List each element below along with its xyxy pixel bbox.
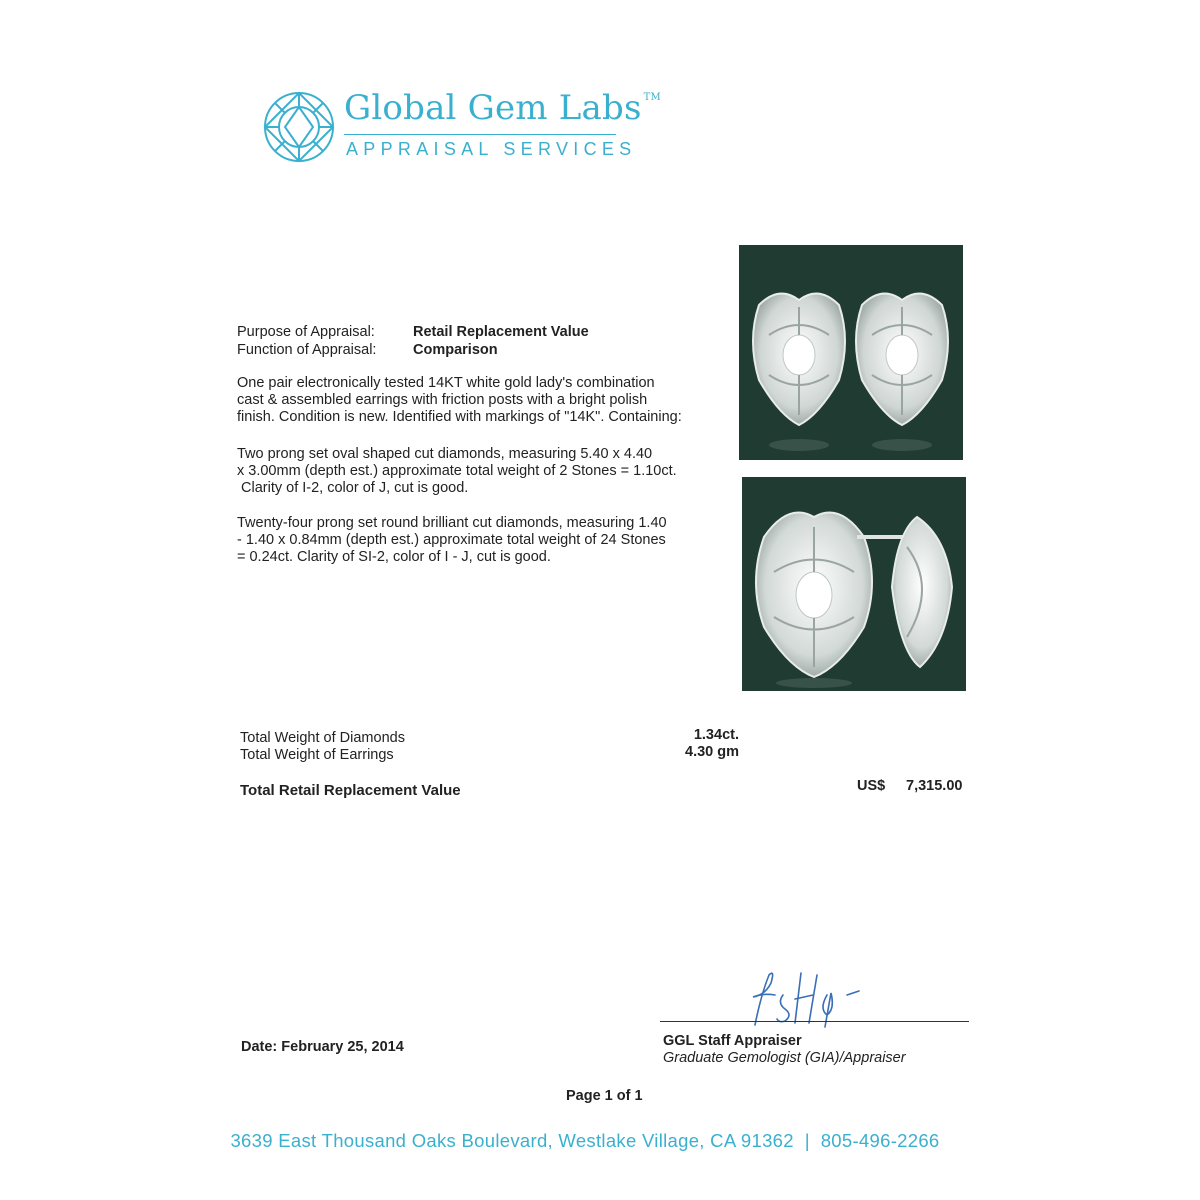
center-stones-description	[237, 446, 727, 497]
total-earrings-label: Total Weight of Earrings	[240, 747, 394, 763]
appraiser-signature	[735, 965, 875, 1029]
retail-value-label: Total Retail Replacement Value	[240, 782, 461, 799]
item-description	[237, 375, 727, 426]
brand-name-text: Global Gem Labs	[344, 88, 642, 128]
page-number: Page 1 of 1	[566, 1088, 643, 1104]
item-line: cast & assembled earrings with friction posts with a bright polish	[237, 392, 648, 408]
total-diamonds-label: Total Weight of Diamonds	[240, 730, 405, 746]
purpose-row	[237, 324, 589, 341]
function-label: Function of Appraisal:	[237, 342, 377, 358]
total-earrings-value: 4.30 gm	[685, 744, 739, 760]
item-line: finish. Condition is new. Identified with markings of "14K". Containing:	[237, 409, 682, 425]
accent-stones-line: = 0.24ct. Clarity of SI-2, color of I - J, cut is good.	[237, 549, 551, 565]
signature-line	[660, 1021, 969, 1022]
earrings-front-illustration	[739, 245, 963, 460]
trademark: TM	[643, 92, 661, 103]
earrings-photo-angle	[742, 477, 966, 691]
item-line: One pair electronically tested 14KT white gold lady's combination	[237, 375, 655, 391]
earrings-photo-front	[739, 245, 963, 460]
appraiser-name: GGL Staff Appraiser	[663, 1033, 802, 1049]
brand-divider	[344, 134, 616, 135]
appraiser-title: Graduate Gemologist (GIA)/Appraiser	[663, 1050, 906, 1066]
purpose-label: Purpose of Appraisal:	[237, 324, 375, 340]
accent-stones-description	[237, 515, 727, 566]
footer-address: 3639 East Thousand Oaks Boulevard, Westlake Village, CA 91362 | 805-496-2266	[230, 1130, 940, 1151]
function-value: Comparison	[413, 342, 498, 358]
brand-subtitle: APPRAISAL SERVICES	[346, 139, 637, 159]
diamond-logo-icon	[262, 90, 336, 164]
brand-name	[344, 88, 661, 128]
total-diamonds-value: 1.34ct.	[693, 727, 739, 743]
accent-stones-line: - 1.40 x 0.84mm (depth est.) approximate total weight of 24 Stones	[237, 532, 666, 548]
earrings-angle-illustration	[742, 477, 966, 691]
appraisal-date: Date: February 25, 2014	[241, 1039, 404, 1055]
center-stones-line: Two prong set oval shaped cut diamonds, measuring 5.40 x 4.40	[237, 446, 653, 462]
function-row	[237, 342, 498, 359]
center-stones-line: Clarity of I-2, color of J, cut is good.	[237, 480, 469, 496]
retail-value-amount: 7,315.00	[906, 778, 963, 794]
currency-label: US$	[857, 778, 886, 794]
accent-stones-line: Twenty-four prong set round brilliant cut diamonds, measuring 1.40	[237, 515, 667, 531]
purpose-value: Retail Replacement Value	[413, 324, 589, 340]
center-stones-line: x 3.00mm (depth est.) approximate total weight of 2 Stones = 1.10ct.	[237, 463, 677, 479]
